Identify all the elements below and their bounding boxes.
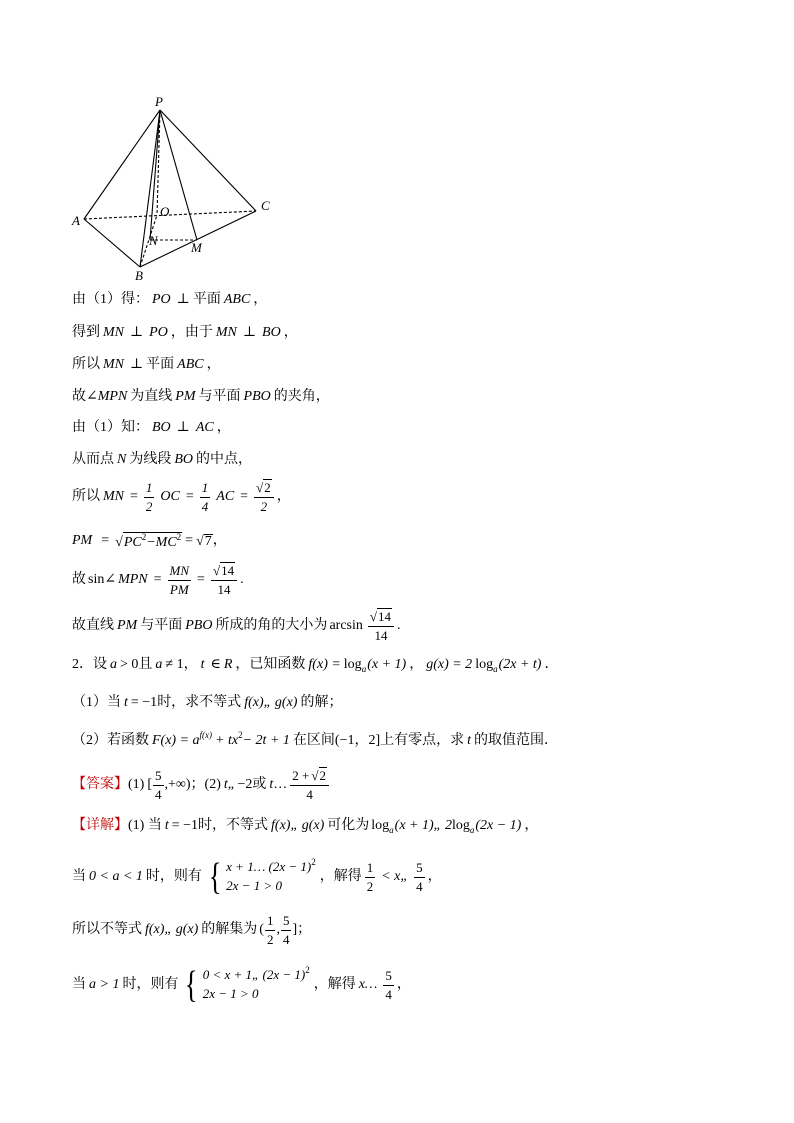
text-line [72, 910, 311, 950]
sqrt-symbol: √ [212, 563, 221, 579]
text-segment: ；(2) [190, 777, 221, 792]
math-segment: R [223, 657, 233, 672]
text-segment: [ [147, 777, 152, 792]
sqrt-radicand: 14 [221, 563, 235, 579]
math-segment: AC [195, 420, 214, 435]
fraction [281, 913, 292, 947]
vertex-label-C: C [261, 198, 270, 213]
function-name: log [451, 818, 470, 833]
text-segment: 的取值范围． [474, 733, 559, 748]
text-segment: ， [524, 818, 539, 833]
text-segment: （2）若函数 [72, 733, 149, 748]
math-segment: PBO [185, 618, 213, 633]
fraction-denominator: 14 [217, 582, 231, 597]
text-segment: 2．设 [72, 657, 107, 672]
text-segment: ， [183, 657, 198, 672]
math-segment: 0 < x + 1„ (2x − 1) [202, 967, 306, 983]
operator: = [240, 489, 249, 504]
fraction [211, 562, 237, 597]
fraction-numerator [368, 608, 394, 627]
text-segment: 平面 [192, 292, 221, 307]
operator: ⊥ [130, 325, 144, 340]
fraction-denominator: PM [169, 581, 189, 597]
text-segment: = −1 [171, 818, 199, 833]
sqrt-symbol: √ [369, 609, 378, 625]
answer-tag: 【答案】 [72, 777, 128, 792]
math-segment: (2x − 1) [475, 818, 522, 833]
sqrt [311, 767, 327, 784]
text-segment: 上有零点，求 [380, 733, 465, 748]
math-segment: BO [152, 420, 171, 435]
math-segment: ∠MPN [86, 389, 128, 404]
math-segment: + tx [215, 733, 239, 748]
math-segment: PO [152, 292, 171, 307]
sqrt-radicand [123, 532, 182, 550]
fraction-numerator: MN [168, 563, 192, 581]
superscript: 2 [305, 965, 310, 976]
text-segment: 所以 [72, 489, 100, 504]
sqrt [213, 562, 235, 579]
text-line [72, 440, 252, 480]
fraction [368, 608, 394, 643]
text-segment: > 0 [120, 657, 139, 672]
math-segment: PM [175, 389, 196, 404]
math-segment: (x + 1) [367, 657, 407, 672]
math-segment: t [269, 777, 274, 792]
text-segment: 的夹角， [273, 389, 330, 404]
superscript: 2 [176, 532, 182, 542]
fraction [144, 480, 155, 514]
text-segment: 与平面 [198, 389, 241, 404]
system-row: 2x − 1 > 0 [202, 986, 259, 1001]
math-segment: t [467, 733, 472, 748]
superscript: 2 [238, 729, 243, 740]
text-segment: 的解集为 [201, 922, 258, 937]
explanation-line [72, 806, 538, 846]
operator: = [101, 533, 110, 548]
math-segment: MN [215, 325, 237, 340]
point-label-O: O [160, 204, 170, 219]
text-segment: ] [292, 922, 298, 937]
sqrt-radicand: 2 [264, 480, 271, 496]
text-segment: 所以 [72, 357, 100, 372]
math-segment: f(x)„ g(x) [145, 922, 199, 937]
point-label-M: M [191, 240, 202, 255]
text-segment: 从而点 [72, 452, 114, 467]
math-segment: BO [174, 452, 194, 467]
fraction-denominator: 2 [260, 499, 268, 514]
superscript: 2 [311, 857, 316, 868]
text-line [72, 857, 442, 897]
text-segment: 由（1）知： [72, 420, 149, 435]
text-segment: . [240, 572, 244, 587]
fraction-denominator: 2 [145, 498, 153, 514]
text-segment: 时，求不等式 [157, 695, 242, 710]
fraction-numerator: 1 [200, 480, 211, 498]
function-name: log [371, 818, 390, 833]
text-segment: 时，不等式 [198, 818, 269, 833]
fraction-denominator: 4 [306, 787, 313, 802]
text-segment: 所成的角的大小为 [215, 618, 328, 633]
brace: { [208, 856, 222, 898]
text-line [72, 606, 401, 646]
fraction-numerator [211, 562, 237, 581]
fraction [254, 479, 274, 514]
math-segment: f(x)„ g(x) [244, 695, 298, 710]
system-row [203, 966, 310, 985]
subscript: a [361, 663, 367, 674]
math-segment: 2 + [292, 768, 310, 784]
math-segment: AC [216, 489, 235, 504]
text-segment: ， [276, 489, 291, 504]
text-segment: 由（1）得： [72, 292, 149, 307]
text-segment: „ −2 [227, 777, 253, 792]
fraction-denominator: 2 [366, 878, 374, 894]
sqrt-symbol: √ [311, 768, 319, 784]
text-segment: ，解得 [319, 869, 362, 884]
text-segment: ，由于 [170, 325, 213, 340]
inequality-system [226, 858, 316, 896]
operator: = [197, 572, 205, 587]
text-segment: 当 [72, 869, 86, 884]
text-segment: , [276, 922, 280, 937]
fraction [414, 860, 425, 894]
explanation-tag: 【详解】 [72, 818, 128, 833]
text-segment: 的解； [300, 695, 343, 710]
text-segment: . [397, 618, 401, 633]
text-segment: 在区间 [292, 733, 335, 748]
text-line [72, 645, 558, 685]
text-segment: = −1 [130, 695, 158, 710]
text-segment: 时，则有 [122, 977, 179, 992]
math-segment: MPN [118, 572, 148, 587]
text-segment: 得到 [72, 325, 100, 340]
fraction [365, 860, 376, 894]
math-segment: a [155, 657, 163, 672]
text-segment: 时，则有 [145, 869, 202, 884]
text-line [72, 965, 411, 1005]
point-label-N: N [149, 233, 158, 248]
operator: = [185, 533, 194, 548]
math-segment: ABC [177, 357, 204, 372]
text-segment: 的中点， [196, 452, 253, 467]
text-segment: 或 [252, 777, 267, 792]
fraction [168, 563, 192, 597]
sqrt-symbol: √ [256, 480, 264, 496]
sqrt-radicand: 14 [378, 609, 392, 625]
text-segment: … [273, 777, 288, 792]
sqrt-radicand: 2 [319, 768, 326, 784]
edge-AC-hidden [84, 211, 256, 219]
sqrt-symbol: √ [196, 533, 204, 549]
fraction-denominator: 2 [266, 931, 274, 947]
math-segment: a > 1 [89, 977, 120, 992]
math-segment: x… [358, 977, 378, 992]
fraction-denominator: 4 [416, 878, 423, 894]
fraction-numerator: 1 [365, 860, 376, 878]
fraction-numerator: 5 [281, 913, 292, 931]
fraction [383, 968, 394, 1002]
math-segment: a [110, 657, 117, 672]
math-segment: MN [103, 325, 124, 340]
math-segment: −MC [146, 535, 177, 550]
math-segment: < x„ [381, 869, 409, 884]
superscript: 2 [141, 532, 147, 542]
math-segment: t [124, 695, 128, 710]
text-segment: 为直线 [130, 389, 173, 404]
text-segment: 故直线 [72, 618, 114, 633]
text-segment: ，解得 [313, 977, 356, 992]
text-segment: ； [297, 922, 312, 937]
fraction-denominator: 4 [385, 986, 392, 1002]
sqrt [256, 479, 272, 496]
math-segment: t [200, 657, 205, 672]
math-segment: F(x) = a [152, 733, 200, 748]
text-segment: ， [212, 533, 227, 548]
math-segment: x + 1… (2x − 1) [226, 859, 312, 875]
subscript: a [389, 824, 394, 835]
text-line [72, 560, 244, 600]
text-segment: ． [544, 657, 559, 672]
sqrt [196, 534, 213, 549]
text-line [72, 683, 342, 723]
math-segment: N [117, 452, 127, 467]
operator: = [185, 489, 194, 504]
fraction-denominator: 4 [155, 786, 162, 802]
operator: = [130, 489, 138, 504]
answer-line [72, 765, 332, 805]
sqrt-symbol: √ [115, 535, 123, 550]
text-segment: 可化为 [327, 818, 370, 833]
text-segment: 平面 [146, 357, 175, 372]
math-segment: (2x + t) [498, 657, 542, 672]
math-segment: MN [103, 357, 124, 372]
system-row [226, 858, 316, 877]
text-segment: 当 [72, 977, 86, 992]
text-segment: ( [259, 922, 264, 937]
fraction-denominator: 14 [374, 628, 388, 643]
operator: ⊥ [176, 420, 190, 435]
system-row: 2x − 1 > 0 [226, 878, 282, 893]
math-segment: PBO [243, 389, 271, 404]
fraction-denominator: 4 [282, 931, 290, 947]
fraction [200, 480, 211, 514]
text-segment: ，已知函数 [235, 657, 306, 672]
math-segment: t [164, 818, 169, 833]
text-segment: 故 [72, 572, 86, 587]
fraction-denominator: 4 [201, 498, 209, 514]
math-segment: t [223, 777, 228, 792]
text-line [72, 477, 291, 517]
math-segment: PO [149, 325, 168, 340]
text-line [72, 721, 558, 761]
math-segment: (x + 1)„ 2 [394, 818, 452, 833]
operator: = [153, 572, 162, 587]
text-segment: 故 [72, 389, 86, 404]
function-name: log [475, 657, 494, 672]
vertex-label-A: A [72, 213, 80, 228]
text-segment: ， [409, 657, 424, 672]
math-segment: ABC [223, 292, 251, 307]
text-segment: 所以不等式 [72, 922, 142, 937]
math-segment: f(x)„ g(x) [271, 818, 325, 833]
operator: ⊥ [176, 292, 190, 307]
function-name: sin∠ [88, 572, 117, 587]
math-segment: f(x) = [308, 657, 341, 672]
text-segment: ， [253, 292, 268, 307]
fraction-numerator: 5 [383, 968, 394, 986]
text-segment: 且 [138, 657, 153, 672]
function-name: arcsin [329, 618, 363, 633]
subscript: a [469, 824, 475, 835]
fraction-numerator: 1 [265, 913, 276, 931]
fraction-numerator [254, 479, 274, 498]
text-line [72, 521, 227, 561]
fraction-numerator: 5 [153, 768, 164, 786]
fraction [153, 768, 164, 802]
text-segment: (1) 当 [128, 818, 162, 833]
math-segment: PM [117, 618, 138, 633]
text-segment: （1）当 [72, 695, 121, 710]
brace: { [185, 964, 198, 1006]
math-segment: PM [72, 533, 93, 548]
text-segment: ≠ 1 [165, 657, 184, 672]
operator: ∈ [210, 657, 221, 672]
pyramid-figure [0, 0, 300, 290]
sqrt-radicand: 7 [204, 533, 212, 549]
operator: ⊥ [130, 357, 144, 372]
edge-AB [84, 219, 140, 267]
superscript: f(x) [199, 729, 213, 740]
inequality-system [203, 966, 310, 1004]
fraction-numerator [290, 767, 329, 786]
math-segment: MN [103, 489, 124, 504]
math-segment: − 2t + 1 [242, 733, 290, 748]
text-segment: ， [216, 420, 231, 435]
fraction-numerator: 5 [414, 860, 425, 878]
math-segment: OC [160, 489, 180, 504]
math-segment: 0 < a < 1 [89, 869, 143, 884]
math-segment: PC [123, 535, 142, 550]
text-segment: 与平面 [140, 618, 183, 633]
sqrt [370, 608, 392, 625]
text-segment: ， [396, 977, 411, 992]
text-segment: (1) [128, 777, 145, 792]
text-segment: ， [206, 357, 221, 372]
sqrt [115, 532, 182, 550]
text-segment: ,+∞) [164, 777, 191, 792]
fraction-numerator: 1 [144, 480, 155, 498]
fraction [290, 767, 329, 802]
math-segment: (−1，2] [334, 733, 381, 748]
vertex-label-P: P [155, 94, 163, 109]
subscript: a [493, 663, 498, 674]
text-segment: ， [427, 869, 442, 884]
fraction [265, 913, 276, 947]
text-segment: ， [283, 325, 298, 340]
math-segment: BO [262, 325, 281, 340]
text-segment: 为线段 [129, 452, 172, 467]
operator: ⊥ [242, 325, 257, 340]
function-name: log [343, 657, 362, 672]
vertex-label-B: B [135, 268, 143, 283]
math-segment: g(x) = 2 [426, 657, 473, 672]
